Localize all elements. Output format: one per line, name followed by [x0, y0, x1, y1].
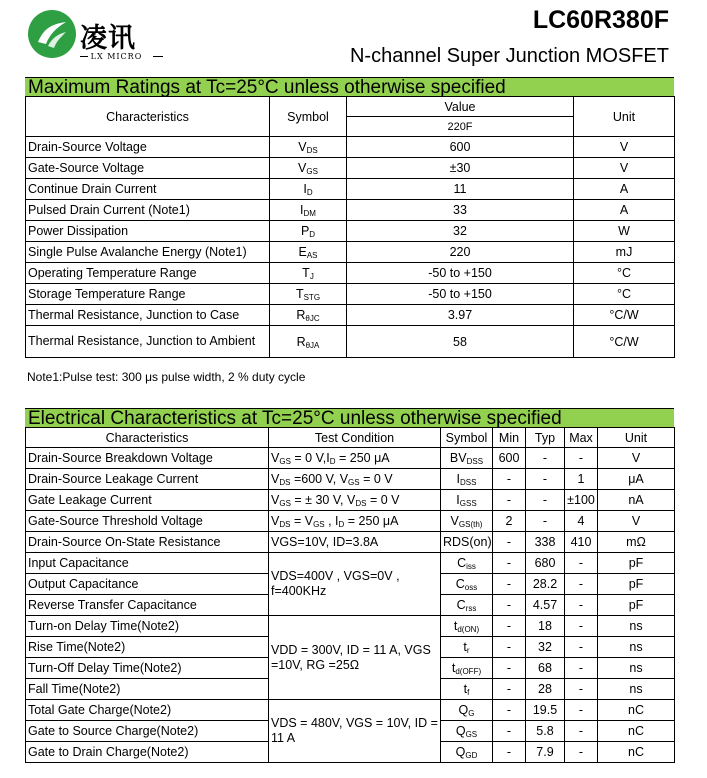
max-ratings-title: Maximum Ratings at Tc=25°C unless otherwise specified — [25, 77, 674, 96]
cell-symbol: $V_{DS}$ — [270, 137, 347, 158]
cell-typ: 7.9 — [526, 742, 565, 763]
cell-min: 600 — [493, 448, 526, 469]
cell-unit: °C/W — [574, 326, 675, 358]
device-subtitle: N-channel Super Junction MOSFET — [349, 45, 669, 67]
cell-value: 3.97 — [347, 305, 574, 326]
table-row — [26, 616, 675, 637]
cell-characteristic: Turn-on Delay Time(Note2) — [26, 616, 269, 637]
header-package: 220F — [347, 117, 574, 137]
cell-symbol: $t_f$ — [441, 679, 493, 700]
table-row — [26, 553, 675, 574]
cell-unit: ns — [598, 679, 675, 700]
cell-unit: V — [598, 511, 675, 532]
header-test-condition: Test Condition — [269, 428, 441, 448]
cell-max: - — [565, 700, 598, 721]
cell-symbol: $I_{DSS}$ — [441, 469, 493, 490]
table-row — [26, 490, 675, 511]
cell-min: - — [493, 700, 526, 721]
cell-characteristic: Single Pulse Avalanche Energy (Note1) — [26, 242, 270, 263]
cell-characteristic: Gate to Drain Charge(Note2) — [26, 742, 269, 763]
cell-symbol: $T_{STG}$ — [270, 284, 347, 305]
cell-typ: 18 — [526, 616, 565, 637]
cell-unit: A — [574, 179, 675, 200]
cell-symbol: $Q_{GD}$ — [441, 742, 493, 763]
cell-characteristic: Rise Time(Note2) — [26, 637, 269, 658]
cell-unit: °C — [574, 263, 675, 284]
cell-characteristic: Drain-Source On-State Resistance — [26, 532, 269, 553]
cell-typ: - — [526, 490, 565, 511]
header-value: Value — [347, 97, 574, 117]
cell-typ: - — [526, 448, 565, 469]
cell-min: - — [493, 658, 526, 679]
cell-unit: μA — [598, 469, 675, 490]
table-row — [26, 242, 675, 263]
cell-characteristic: Thermal Resistance, Junction to Ambient — [26, 326, 270, 358]
cell-characteristic: Reverse Transfer Capacitance — [26, 595, 269, 616]
table-row — [26, 448, 675, 469]
cell-min: - — [493, 637, 526, 658]
cell-symbol: $Q_G$ — [441, 700, 493, 721]
max-ratings-rows — [26, 137, 675, 358]
table-row — [26, 200, 675, 221]
cell-unit: ns — [598, 658, 675, 679]
cell-min: - — [493, 595, 526, 616]
cell-characteristic: Output Capacitance — [26, 574, 269, 595]
cell-characteristic: Gate-Source Threshold Voltage — [26, 511, 269, 532]
cell-value: ±30 — [347, 158, 574, 179]
cell-symbol: $E_{AS}$ — [270, 242, 347, 263]
table-row — [26, 263, 675, 284]
cell-characteristic: Total Gate Charge(Note2) — [26, 700, 269, 721]
cell-symbol: $V_{GS}$ — [270, 158, 347, 179]
cell-unit: W — [574, 221, 675, 242]
cell-value: 32 — [347, 221, 574, 242]
cell-min: - — [493, 616, 526, 637]
cell-min: 2 — [493, 511, 526, 532]
cell-min: - — [493, 574, 526, 595]
cell-symbol: $I_{DM}$ — [270, 200, 347, 221]
cell-characteristic: Drain-Source Leakage Current — [26, 469, 269, 490]
cell-characteristic: Pulsed Drain Current (Note1) — [26, 200, 270, 221]
header-min: Min — [493, 428, 526, 448]
table-row — [26, 326, 675, 358]
cell-max: - — [565, 616, 598, 637]
cell-test-condition: $V_{GS} = 0$ $V,I_D = 250$ μA — [269, 448, 441, 469]
cell-unit: ns — [598, 616, 675, 637]
cell-test-condition: VDS = 480V, VGS = 10V, ID = 11 A — [269, 700, 441, 763]
table-row — [26, 469, 675, 490]
cell-unit: °C/W — [574, 305, 675, 326]
cell-value: 33 — [347, 200, 574, 221]
cell-max: 410 — [565, 532, 598, 553]
cell-symbol: RDS(on) — [441, 532, 493, 553]
cell-symbol: $T_J$ — [270, 263, 347, 284]
header-symbol: Symbol — [441, 428, 493, 448]
cell-symbol: $BV_{DSS}$ — [441, 448, 493, 469]
cell-max: - — [565, 448, 598, 469]
cell-unit: nC — [598, 742, 675, 763]
cell-max: - — [565, 574, 598, 595]
cell-typ: 19.5 — [526, 700, 565, 721]
cell-value: -50 to +150 — [347, 263, 574, 284]
cell-value: 58 — [347, 326, 574, 358]
cell-value: 600 — [347, 137, 574, 158]
cell-max: 1 — [565, 469, 598, 490]
header-unit: Unit — [598, 428, 675, 448]
cell-symbol: $R_{\theta JC}$ — [270, 305, 347, 326]
cell-unit: V — [598, 448, 675, 469]
cell-characteristic: Drain-Source Breakdown Voltage — [26, 448, 269, 469]
electrical-title: Electrical Characteristics at Tc=25°C unless otherwise specified — [25, 408, 674, 427]
cell-test-condition: $V_{GS}$ = ± 30 V, $V_{DS} = 0$ V — [269, 490, 441, 511]
logo-emblem-icon — [28, 10, 76, 58]
cell-max: - — [565, 721, 598, 742]
cell-characteristic: Gate-Source Voltage — [26, 158, 270, 179]
cell-characteristic: Turn-Off Delay Time(Note2) — [26, 658, 269, 679]
cell-characteristic: Fall Time(Note2) — [26, 679, 269, 700]
logo-chinese-name: 凌讯 — [80, 23, 136, 54]
cell-value: -50 to +150 — [347, 284, 574, 305]
cell-characteristic: Input Capacitance — [26, 553, 269, 574]
cell-max: - — [565, 553, 598, 574]
max-ratings-table — [25, 96, 675, 358]
cell-characteristic: Gate to Source Charge(Note2) — [26, 721, 269, 742]
cell-min: - — [493, 532, 526, 553]
cell-unit: nC — [598, 700, 675, 721]
cell-typ: 28.2 — [526, 574, 565, 595]
cell-unit: mΩ — [598, 532, 675, 553]
table-row — [26, 284, 675, 305]
cell-unit: ns — [598, 637, 675, 658]
cell-symbol: $C_{iss}$ — [441, 553, 493, 574]
cell-max: ±100 — [565, 490, 598, 511]
cell-typ: 28 — [526, 679, 565, 700]
cell-typ: 338 — [526, 532, 565, 553]
cell-min: - — [493, 553, 526, 574]
electrical-table — [25, 427, 675, 763]
cell-typ: 680 — [526, 553, 565, 574]
cell-value: 11 — [347, 179, 574, 200]
cell-typ: - — [526, 511, 565, 532]
part-number: LC60R380F — [532, 6, 669, 34]
cell-unit: A — [574, 200, 675, 221]
note-1: Note1:Pulse test: 300 μs pulse width, 2 % duty cycle — [27, 370, 306, 384]
cell-symbol: $C_{rss}$ — [441, 595, 493, 616]
cell-value: 220 — [347, 242, 574, 263]
cell-unit: V — [574, 158, 675, 179]
table-row — [26, 158, 675, 179]
cell-min: - — [493, 742, 526, 763]
cell-max: 4 — [565, 511, 598, 532]
cell-typ: - — [526, 469, 565, 490]
cell-characteristic: Gate Leakage Current — [26, 490, 269, 511]
cell-symbol: $V_{GS(th)}$ — [441, 511, 493, 532]
cell-unit: pF — [598, 574, 675, 595]
table-row — [26, 221, 675, 242]
cell-characteristic: Thermal Resistance, Junction to Case — [26, 305, 270, 326]
cell-symbol: $P_D$ — [270, 221, 347, 242]
header-characteristics: Characteristics — [26, 428, 269, 448]
company-logo — [28, 10, 168, 72]
cell-test-condition: VDD = 300V, ID = 11 A, VGS =10V, RG =25Ω — [269, 616, 441, 700]
cell-characteristic: Continue Drain Current — [26, 179, 270, 200]
cell-min: - — [493, 469, 526, 490]
cell-test-condition: $V_{DS} = V_{GS}$ , $I_D = 250$ μA — [269, 511, 441, 532]
table-row — [26, 511, 675, 532]
logo-english-name: LX MICRO — [90, 52, 143, 61]
cell-unit: pF — [598, 553, 675, 574]
cell-test-condition: $V_{DS} =600$ V, $V_{GS} = 0$ V — [269, 469, 441, 490]
cell-symbol: $C_{oss}$ — [441, 574, 493, 595]
header-symbol: Symbol — [270, 97, 347, 137]
cell-symbol: $I_{GSS}$ — [441, 490, 493, 511]
table-row — [26, 305, 675, 326]
cell-symbol: $R_{\theta JA}$ — [270, 326, 347, 358]
cell-test-condition: VGS=10V, ID=3.8A — [269, 532, 441, 553]
table-row — [26, 700, 675, 721]
header-max: Max — [565, 428, 598, 448]
cell-unit: °C — [574, 284, 675, 305]
header-characteristics: Characteristics — [26, 97, 270, 137]
cell-min: - — [493, 490, 526, 511]
cell-typ: 5.8 — [526, 721, 565, 742]
cell-max: - — [565, 595, 598, 616]
cell-test-condition: VDS=400V , VGS=0V , f=400KHz — [269, 553, 441, 616]
cell-max: - — [565, 679, 598, 700]
cell-unit: mJ — [574, 242, 675, 263]
logo-rule-right — [153, 56, 163, 57]
cell-unit: V — [574, 137, 675, 158]
cell-max: - — [565, 637, 598, 658]
cell-max: - — [565, 742, 598, 763]
cell-unit: pF — [598, 595, 675, 616]
cell-min: - — [493, 679, 526, 700]
cell-max: - — [565, 658, 598, 679]
cell-characteristic: Power Dissipation — [26, 221, 270, 242]
cell-min: - — [493, 721, 526, 742]
cell-typ: 32 — [526, 637, 565, 658]
cell-symbol: $t_r$ — [441, 637, 493, 658]
cell-symbol: $Q_{GS}$ — [441, 721, 493, 742]
cell-characteristic: Storage Temperature Range — [26, 284, 270, 305]
cell-symbol: $I_D$ — [270, 179, 347, 200]
electrical-rows — [26, 448, 675, 763]
header-unit: Unit — [574, 97, 675, 137]
table-row — [26, 137, 675, 158]
cell-characteristic: Operating Temperature Range — [26, 263, 270, 284]
cell-symbol: $t_{d(ON)}$ — [441, 616, 493, 637]
header-typ: Typ — [526, 428, 565, 448]
cell-symbol: $t_{d(OFF)}$ — [441, 658, 493, 679]
cell-characteristic: Drain-Source Voltage — [26, 137, 270, 158]
cell-typ: 68 — [526, 658, 565, 679]
table-row — [26, 179, 675, 200]
document-header — [0, 0, 707, 76]
cell-unit: nC — [598, 721, 675, 742]
cell-unit: nA — [598, 490, 675, 511]
table-row — [26, 532, 675, 553]
cell-typ: 4.57 — [526, 595, 565, 616]
